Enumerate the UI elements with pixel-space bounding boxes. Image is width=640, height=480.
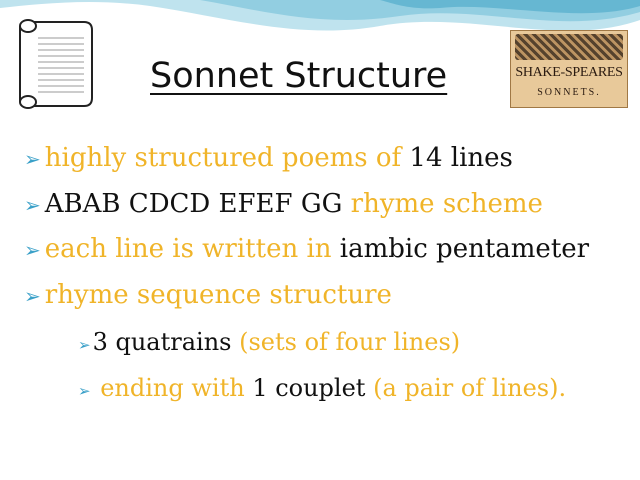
slide-title: Sonnet Structure — [150, 56, 448, 96]
book-subtitle: SONNETS. — [537, 87, 601, 98]
arrowhead-bullet-icon: ➢ — [24, 238, 41, 262]
bullet-line-sequence: ➢ rhyme sequence structure — [24, 280, 392, 310]
shakespeare-sonnets-cover — [510, 30, 628, 108]
bullet-line-lines: ➢ highly structured poems of 14 lines — [24, 143, 513, 173]
paper-scroll-icon — [14, 14, 96, 114]
book-title: SHAKE-SPEARES — [515, 65, 623, 80]
arrowhead-bullet-icon: ➢ — [24, 147, 41, 171]
arrowhead-bullet-icon: ➢ — [24, 193, 41, 217]
sub-bullet-quatrains: ➢3 quatrains (sets of four lines) — [78, 328, 461, 356]
arrowhead-bullet-icon: ➢ — [24, 284, 41, 308]
arrowhead-bullet-icon: ➢ — [78, 336, 91, 354]
bullet-line-rhyme-scheme: ➢ ABAB CDCD EFEF GG rhyme scheme — [24, 189, 543, 219]
arrowhead-bullet-icon: ➢ — [78, 382, 91, 400]
bullet-line-meter: ➢ each line is written in iambic pentameter — [24, 234, 590, 264]
cover-ornament — [515, 34, 623, 60]
sub-bullet-couplet: ➢ ending with 1 couplet (a pair of lines). — [78, 374, 567, 402]
